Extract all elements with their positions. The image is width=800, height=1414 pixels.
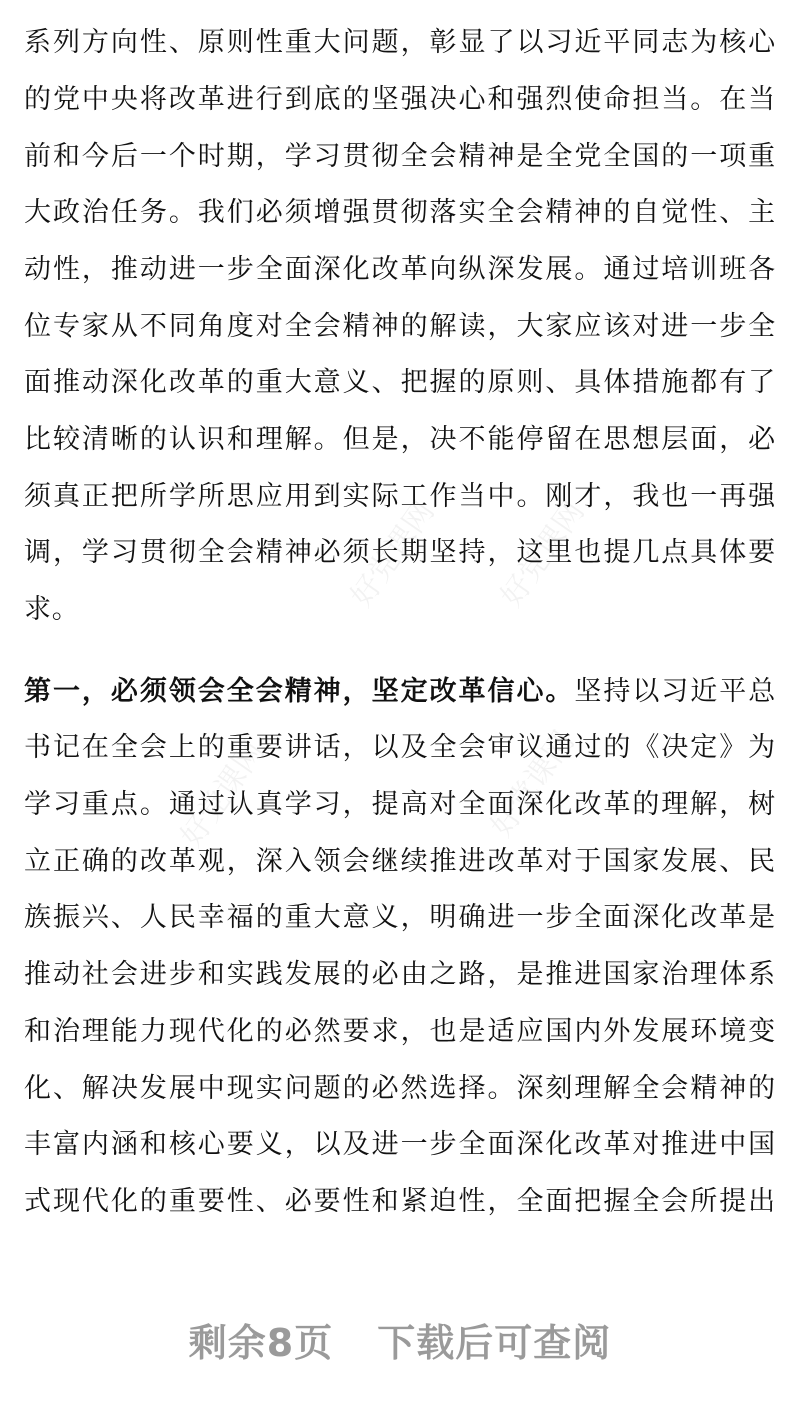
- text-line: 动性，推动进一步全面深化改革向纵深发展。通过培训班各: [24, 254, 776, 285]
- download-prompt[interactable]: [0, 1312, 800, 1367]
- text-line: 立正确的改革观，深入领会继续推进改革对于国家发展、民: [24, 846, 776, 877]
- text-line: 面推动深化改革的重大意义、把握的原则、具体措施都有了: [24, 367, 776, 398]
- text-line-rest: 坚持以习近平总: [574, 676, 776, 707]
- text-line: 系列方向性、原则性重大问题，彰显了以习近平同志为核心: [24, 27, 776, 58]
- section-heading: 第一，必须领会全会精神，坚定改革信心。: [24, 676, 575, 707]
- text-line: 前和今后一个时期，学习贯彻全会精神是全党全国的一项重: [24, 141, 776, 172]
- text-line: 书记在全会上的重要讲话，以及全会审议通过的《决定》为: [24, 732, 776, 763]
- text-line: [24, 672, 776, 712]
- watermark: 好党课网: [344, 494, 442, 614]
- text-line: 位专家从不同角度对全会精神的解读，大家应该对进一步全: [24, 311, 776, 342]
- watermark: 好党课网: [484, 724, 582, 844]
- text-line: 族振兴、人民幸福的重大意义，明确进一步全面深化改革是: [24, 902, 776, 933]
- text-line: 调，学习贯彻全会精神必须长期坚持，这里也提几点具体要: [24, 537, 776, 568]
- text-line: 大政治任务。我们必须增强贯彻落实全会精神的自觉性、主: [24, 197, 776, 228]
- text-line: 须真正把所学所思应用到实际工作当中。刚才，我也一再强: [24, 481, 776, 512]
- download-hint-label: 下载后可查阅: [377, 1321, 612, 1365]
- text-line: 化、解决发展中现实问题的必然选择。深刻理解全会精神的: [24, 1073, 776, 1104]
- watermark: 好党课网: [174, 734, 272, 854]
- text-line: 求。: [24, 594, 80, 625]
- text-line: 和治理能力现代化的必然要求，也是适应国内外发展环境变: [24, 1016, 776, 1047]
- text-line: 的党中央将改革进行到底的坚强决心和强烈使命担当。在当: [24, 84, 776, 115]
- watermark: 好党课网: [494, 494, 592, 614]
- text-line: 丰富内涵和核心要义，以及进一步全面深化改革对推进中国: [24, 1129, 776, 1160]
- text-line: 比较清晰的认识和理解。但是，决不能停留在思想层面，必: [24, 424, 776, 455]
- text-line: 式现代化的重要性、必要性和紧迫性，全面把握全会所提出: [24, 1186, 776, 1217]
- remaining-pages-label: 剩余8页: [188, 1321, 334, 1365]
- text-line: 学习重点。通过认真学习，提高对全面深化改革的理解，树: [24, 789, 776, 820]
- text-line: 推动社会进步和实践发展的必由之路，是推进国家治理体系: [24, 959, 776, 990]
